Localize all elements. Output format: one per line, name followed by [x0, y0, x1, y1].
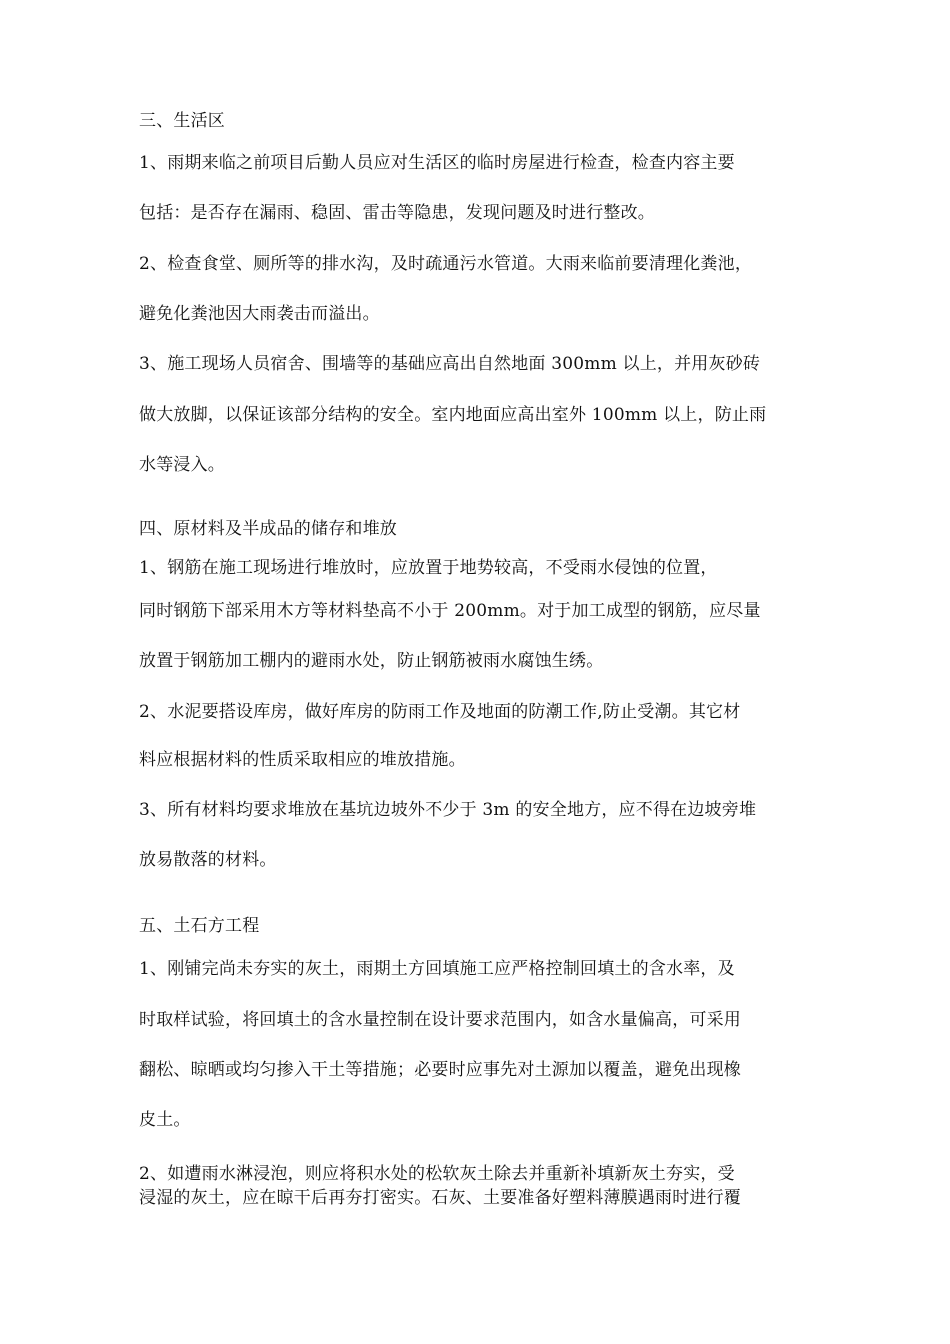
- paragraph-line: 浸湿的灰土，应在晾干后再夯打密实。石灰、土要准备好塑料薄膜遇雨时进行覆: [139, 1188, 741, 1208]
- paragraph-line: 3、所有材料均要求堆放在基坑边坡外不少于 3m 的安全地方，应不得在边坡旁堆: [139, 800, 757, 820]
- paragraph-line: 3、施工现场人员宿舍、围墙等的基础应高出自然地面 300mm 以上，并用灰砂砖: [139, 354, 761, 374]
- section-heading-earthwork: 五、土石方工程: [139, 916, 260, 936]
- paragraph-line: 做大放脚，以保证该部分结构的安全。室内地面应高出室外 100mm 以上，防止雨: [139, 405, 767, 425]
- paragraph-line: 水等浸入。: [139, 455, 225, 475]
- paragraph-line: 2、如遭雨水淋浸泡，则应将积水处的松软灰土除去并重新补填新灰土夯实，受: [139, 1164, 735, 1184]
- paragraph-line: 翻松、晾晒或均匀掺入干土等措施；必要时应事先对土源加以覆盖，避免出现橡: [139, 1060, 741, 1080]
- section-heading-materials-storage: 四、原材料及半成品的储存和堆放: [139, 519, 397, 539]
- paragraph-line: 皮土。: [139, 1110, 191, 1130]
- section-heading-living-area: 三、生活区: [139, 111, 225, 131]
- paragraph-line: 放置于钢筋加工棚内的避雨水处，防止钢筋被雨水腐蚀生绣。: [139, 651, 604, 671]
- paragraph-line: 放易散落的材料。: [139, 850, 277, 870]
- paragraph-line: 2、检查食堂、厕所等的排水沟，及时疏通污水管道。大雨来临前要清理化粪池，: [139, 254, 753, 274]
- paragraph-line: 避免化粪池因大雨袭击而溢出。: [139, 304, 380, 324]
- paragraph-line: 包括：是否存在漏雨、稳固、雷击等隐患，发现问题及时进行整改。: [139, 203, 655, 223]
- paragraph-line: 1、雨期来临之前项目后勤人员应对生活区的临时房屋进行检查，检查内容主要: [139, 153, 735, 173]
- paragraph-line: 1、钢筋在施工现场进行堆放时，应放置于地势较高，不受雨水侵蚀的位置，: [139, 558, 718, 578]
- paragraph-line: 1、刚铺完尚未夯实的灰土，雨期土方回填施工应严格控制回填土的含水率，及: [139, 959, 735, 979]
- paragraph-line: 料应根据材料的性质采取相应的堆放措施。: [139, 750, 466, 770]
- paragraph-line: 时取样试验，将回填土的含水量控制在设计要求范围内，如含水量偏高，可采用: [139, 1010, 741, 1030]
- paragraph-line: 同时钢筋下部采用木方等材料垫高不小于 200mm。对于加工成型的钢筋，应尽量: [139, 601, 761, 621]
- paragraph-line: 2、水泥要搭设库房，做好库房的防雨工作及地面的防潮工作,防止受潮。其它材: [139, 702, 741, 722]
